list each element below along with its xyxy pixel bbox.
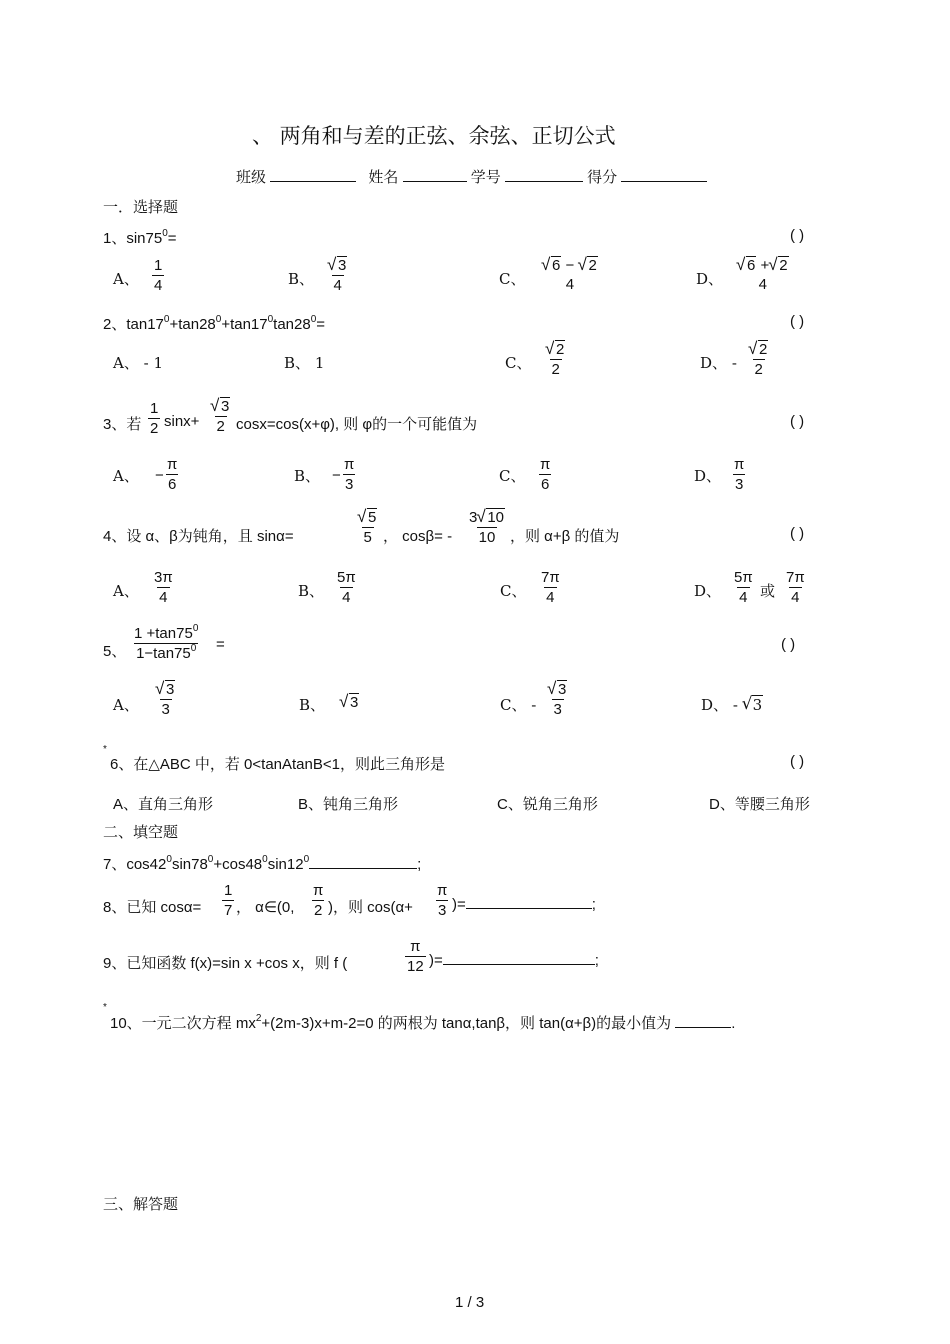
- q3-option-a-value: $\frac{\pi}{6}$: [167, 456, 178, 493]
- q3-option-a-label: A、: [113, 467, 139, 485]
- q4-cos-term: ， cosβ= -: [383, 528, 453, 545]
- q6-star: *: [103, 744, 107, 755]
- q3-option-a-sign: −: [155, 467, 164, 484]
- answer-paren[interactable]: ( ): [790, 753, 805, 770]
- q3-frac-root3: √ $\frac{3}{2}$: [209, 399, 232, 434]
- q5-option-a-value: √ $\frac{3}{3}$: [154, 682, 177, 717]
- id-blank[interactable]: [505, 181, 583, 182]
- question-2-stem: 2、$\tan 17^0+\tan 28^0+\tan 17^0\tan 28^0=$: [103, 314, 326, 333]
- q8-frac-pi-3: $\frac{\pi}{3}$: [437, 882, 448, 919]
- q4-frac-sqrt5: √ $\frac{5}{5}$: [356, 510, 379, 545]
- answer-paren[interactable]: ( ): [790, 525, 805, 542]
- q8-answer: )= ;: [452, 896, 596, 913]
- question-4-stem: 4、设 α、β为钝角，且 sinα=: [103, 528, 294, 545]
- q2-option-b: B、 1: [284, 354, 325, 372]
- q9-answer-blank[interactable]: [443, 964, 595, 965]
- q10-star: *: [103, 1002, 107, 1013]
- q2-option-c-value: √ $\frac{2}{2}$: [544, 342, 567, 377]
- q1-option-b-label: B、: [288, 270, 315, 288]
- q4-frac-3sqrt10: $\frac{3√ 10}{10}$: [467, 510, 507, 545]
- q5-option-b-label: B、: [299, 696, 326, 714]
- question-5-num: 5、: [103, 643, 127, 660]
- q4-option-d-value-2: $\frac{7\pi}{4}$: [786, 569, 805, 606]
- q4-option-b-label: B、: [298, 582, 325, 600]
- q7-answer-blank[interactable]: [309, 868, 417, 869]
- question-9-stem: 9、已知函数 f(x)=sin x +cos x，则 f (: [103, 955, 348, 972]
- question-8-stem: 8、已知 cosα=: [103, 899, 202, 916]
- id-label: 学号: [470, 169, 501, 186]
- question-3-prefix: 3、若: [103, 416, 142, 433]
- question-6-stem: 6、在△ABC 中，若 0<tanAtanB<1，则此三角形是: [110, 756, 445, 773]
- q6-option-a: A、直角三角形: [113, 796, 214, 813]
- name-blank[interactable]: [403, 181, 467, 182]
- q4-option-a-value: $\frac{3\pi}{4}$: [154, 569, 173, 606]
- q3-sin-term: sinx+: [164, 413, 200, 430]
- q4-tail: ，则 α+β 的值为: [510, 528, 620, 545]
- q8-answer-blank[interactable]: [466, 908, 592, 909]
- q3-option-d-value: $\frac{\pi}{3}$: [734, 456, 745, 493]
- q2-option-a: A、 - 1: [113, 354, 164, 372]
- question-1-stem: 1、$\sin 75^0=$: [103, 228, 177, 247]
- q8-cos-expr: )，则 cos(α+: [328, 899, 413, 916]
- q1-option-a-value: $\frac{1}{4}$: [154, 257, 163, 294]
- answer-paren[interactable]: ( ): [790, 313, 805, 330]
- score-blank[interactable]: [621, 181, 707, 182]
- q5-equals: =: [216, 636, 225, 653]
- q9-frac-pi-12: $\frac{\pi}{12}$: [407, 938, 424, 975]
- section-heading-choice: 一．选择题: [103, 199, 179, 216]
- q2-option-d-value: √ $\frac{2}{2}$: [747, 342, 770, 377]
- q1-option-d-label: D、: [696, 270, 724, 288]
- q8-frac-pi-2: $\frac{\pi}{2}$: [313, 882, 324, 919]
- q4-option-c-value: $\frac{7\pi}{4}$: [541, 569, 560, 606]
- q3-option-c-label: C、: [499, 467, 526, 485]
- q5-fraction: $\frac{1 +\tan 75^0}{1-\tan 75^0}$: [134, 623, 199, 662]
- q4-option-c-label: C、: [500, 582, 527, 600]
- page-title: 、 两角和与差的正弦、余弦、正切公式: [252, 124, 616, 148]
- q2-option-d-label: D、 -: [700, 354, 737, 372]
- q6-option-b: B、钝角三角形: [298, 796, 399, 813]
- q1-option-c-value: √ 6 − √ 2 4: [540, 258, 600, 292]
- q10-answer-blank[interactable]: [675, 1027, 731, 1028]
- question-7: 7、$\cos 42^0\sin 78^0+\cos 48^0\sin 12^0$ ;: [103, 854, 422, 873]
- q5-option-a-label: A、: [113, 696, 139, 714]
- student-info-line: [236, 166, 707, 187]
- score-label: 得分: [587, 169, 618, 186]
- q3-frac-half: $\frac{1}{2}$: [150, 400, 159, 437]
- q5-option-c-value: √ $\frac{3}{3}$: [546, 682, 569, 717]
- q6-option-d: D、等腰三角形: [709, 796, 810, 813]
- q9-answer: )= ;: [429, 952, 599, 969]
- q2-option-c-label: C、: [505, 354, 532, 372]
- answer-paren[interactable]: ( ): [781, 636, 796, 653]
- section-heading-fill: 二、填空题: [103, 824, 179, 841]
- q1-option-a-label: A、: [113, 270, 139, 288]
- name-label: 姓名: [368, 169, 399, 186]
- q1-option-d-value: √ 6 +√ 2 4: [735, 258, 791, 292]
- q5-option-c-label: C、 -: [500, 696, 537, 714]
- q5-option-b-value: √ 3: [340, 694, 359, 711]
- q3-option-c-value: $\frac{\pi}{6}$: [540, 456, 551, 493]
- q3-option-d-label: D、: [694, 467, 722, 485]
- q4-option-a-label: A、: [113, 582, 139, 600]
- q4-or: 或: [760, 583, 776, 600]
- class-blank[interactable]: [270, 181, 356, 182]
- q1-option-b-value: √ $\frac{3}{4}$: [326, 258, 349, 293]
- q5-option-d: D、 - √ 3: [701, 694, 763, 715]
- q4-option-d-value-1: $\frac{5\pi}{4}$: [734, 569, 753, 606]
- q3-option-b-label: B、: [294, 467, 321, 485]
- page-number: 1 / 3: [455, 1294, 485, 1311]
- q8-alpha-range: ， α∈(0,: [236, 899, 295, 916]
- q3-tail: cosx=cos(x+φ), 则 φ的一个可能值为: [236, 416, 478, 433]
- q3-option-b-value: $\frac{\pi}{3}$: [344, 456, 355, 493]
- q8-frac-1-7: $\frac{1}{7}$: [224, 882, 233, 919]
- q1-option-c-label: C、: [499, 270, 526, 288]
- answer-paren[interactable]: ( ): [790, 413, 805, 430]
- q3-option-b-sign: −: [332, 467, 341, 484]
- q6-option-c: C、锐角三角形: [497, 796, 598, 813]
- question-10: 10、一元二次方程 $mx^2+(2m-3)x+m-2=0$ 的两根为 tanα,tanβ，则 tan(α+β)的最小值为 .: [110, 1013, 736, 1032]
- answer-paren[interactable]: ( ): [790, 227, 805, 244]
- section-heading-solve: 三、解答题: [103, 1196, 179, 1213]
- class-label: 班级: [236, 169, 267, 186]
- q4-option-b-value: $\frac{5\pi}{4}$: [337, 569, 356, 606]
- q4-option-d-label: D、: [694, 582, 722, 600]
